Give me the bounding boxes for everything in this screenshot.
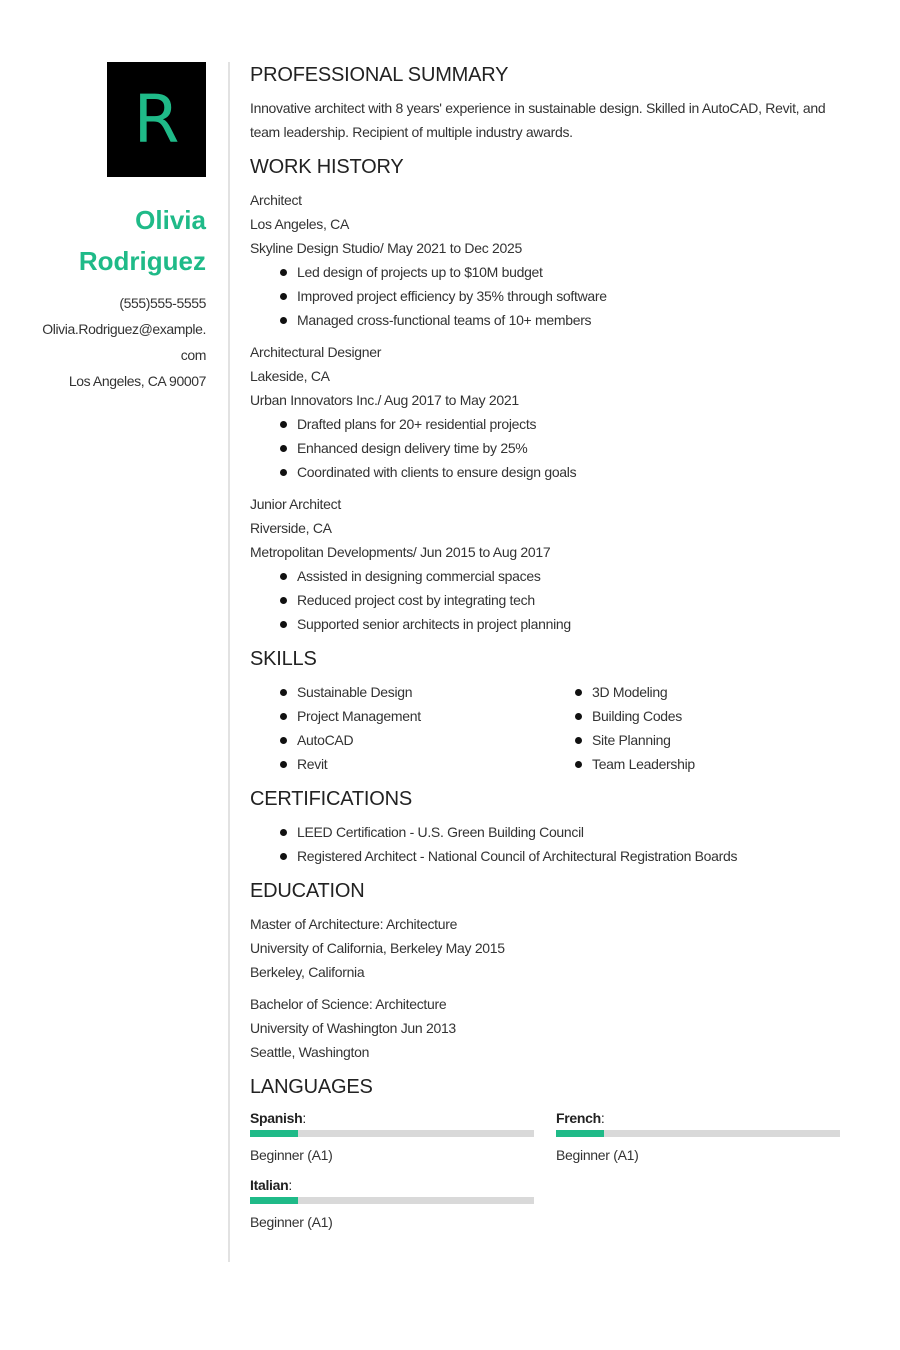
list-item: Building Codes xyxy=(592,704,840,728)
job-bullets xyxy=(250,260,840,332)
skills-section xyxy=(250,646,840,776)
degree: Bachelor of Science: Architecture xyxy=(250,996,447,1012)
language-level: Beginner (A1) xyxy=(250,1214,333,1230)
list-item: Led design of projects up to $10M budget xyxy=(297,260,840,284)
school-date: University of California, Berkeley May 2015 xyxy=(250,940,505,956)
job-bullets xyxy=(250,412,840,484)
skills-left-column xyxy=(250,680,545,776)
list-item: Project Management xyxy=(297,704,545,728)
language-item xyxy=(556,1108,840,1167)
job-location: Riverside, CA xyxy=(250,520,332,536)
education-section xyxy=(250,878,840,1064)
work-history-section xyxy=(250,154,840,636)
section-title-skills: SKILLS xyxy=(250,648,317,670)
section-title-work-history: WORK HISTORY xyxy=(250,156,404,178)
school-date: University of Washington Jun 2013 xyxy=(250,1020,456,1036)
language-item xyxy=(250,1108,556,1167)
language-level: Beginner (A1) xyxy=(250,1147,333,1163)
list-item: Reduced project cost by integrating tech xyxy=(297,588,840,612)
language-label: Italian xyxy=(250,1177,289,1193)
list-item: AutoCAD xyxy=(297,728,545,752)
summary-section xyxy=(250,62,840,144)
list-item: Team Leadership xyxy=(592,752,840,776)
proficiency-bar-fill xyxy=(556,1130,604,1137)
list-item: Registered Architect - National Council of Architectural Registration Boards xyxy=(297,844,840,868)
colon: : xyxy=(288,1177,292,1193)
job-role: Junior Architect xyxy=(250,496,341,512)
education-entry xyxy=(250,912,840,984)
job-entry xyxy=(250,188,840,332)
language-label: Spanish xyxy=(250,1110,303,1126)
degree: Master of Architecture: Architecture xyxy=(250,916,458,932)
job-company-dates: Urban Innovators Inc./ Aug 2017 to May 2021 xyxy=(250,392,519,408)
school-location: Seattle, Washington xyxy=(250,1044,370,1060)
section-title-languages: LANGUAGES xyxy=(250,1076,373,1098)
job-bullets xyxy=(250,564,840,636)
education-entry xyxy=(250,992,840,1064)
section-title-education: EDUCATION xyxy=(250,880,365,902)
list-item: Site Planning xyxy=(592,728,840,752)
language-name xyxy=(250,1175,556,1195)
languages-grid xyxy=(250,1108,840,1234)
list-item: LEED Certification - U.S. Green Building Council xyxy=(297,820,840,844)
certifications-section xyxy=(250,786,840,868)
monogram-avatar: R xyxy=(107,62,206,177)
job-role: Architect xyxy=(250,192,302,208)
certifications-list xyxy=(250,820,840,868)
job-entry xyxy=(250,340,840,484)
list-item: Assisted in designing commercial spaces xyxy=(297,564,840,588)
proficiency-bar xyxy=(250,1197,534,1204)
first-name: Olivia xyxy=(135,205,206,235)
list-item: Coordinated with clients to ensure design goals xyxy=(297,460,840,484)
list-item: Sustainable Design xyxy=(297,680,545,704)
list-item: Supported senior architects in project planning xyxy=(297,612,840,636)
colon: : xyxy=(600,1110,605,1126)
job-location: Lakeside, CA xyxy=(250,368,330,384)
school-location: Berkeley, California xyxy=(250,964,365,980)
job-location: Los Angeles, CA xyxy=(250,216,350,232)
proficiency-bar-fill xyxy=(250,1130,298,1137)
list-item: 3D Modeling xyxy=(592,680,840,704)
language-name xyxy=(250,1108,556,1128)
proficiency-bar xyxy=(556,1130,840,1137)
colon: : xyxy=(302,1110,306,1126)
language-level: Beginner (A1) xyxy=(556,1147,639,1163)
job-company-dates: Metropolitan Developments/ Jun 2015 to Aug 2017 xyxy=(250,544,551,560)
column-divider xyxy=(228,62,230,1262)
summary-text: Innovative architect with 8 years' experience in sustainable design. Skilled in AutoCAD, Revit, and team leadership. Recipient of multiple industry awards. xyxy=(250,100,826,140)
language-item xyxy=(250,1175,556,1234)
list-item: Improved project efficiency by 35% through software xyxy=(297,284,840,308)
phone: (555)555-5555 xyxy=(119,295,206,311)
job-company-dates: Skyline Design Studio/ May 2021 to Dec 2025 xyxy=(250,240,522,256)
main-content xyxy=(250,62,840,1244)
candidate-name xyxy=(6,200,206,282)
language-name xyxy=(556,1108,840,1128)
skills-right-column xyxy=(545,680,840,776)
last-name: Rodriguez xyxy=(78,246,206,276)
job-role: Architectural Designer xyxy=(250,344,382,360)
list-item: Revit xyxy=(297,752,545,776)
address: Los Angeles, CA 90007 xyxy=(68,373,206,389)
list-item: Drafted plans for 20+ residential projects xyxy=(297,412,840,436)
skills-grid xyxy=(250,680,840,776)
list-item: Enhanced design delivery time by 25% xyxy=(297,436,840,460)
list-item: Managed cross-functional teams of 10+ members xyxy=(297,308,840,332)
job-entry xyxy=(250,492,840,636)
section-title-certifications: CERTIFICATIONS xyxy=(250,788,413,810)
languages-section xyxy=(250,1074,840,1234)
email: Olivia.Rodriguez@example.com xyxy=(42,321,206,363)
contact-info xyxy=(36,290,206,394)
proficiency-bar-fill xyxy=(250,1197,298,1204)
proficiency-bar xyxy=(250,1130,534,1137)
section-title-summary: PROFESSIONAL SUMMARY xyxy=(250,64,509,86)
language-label: French xyxy=(556,1110,601,1126)
